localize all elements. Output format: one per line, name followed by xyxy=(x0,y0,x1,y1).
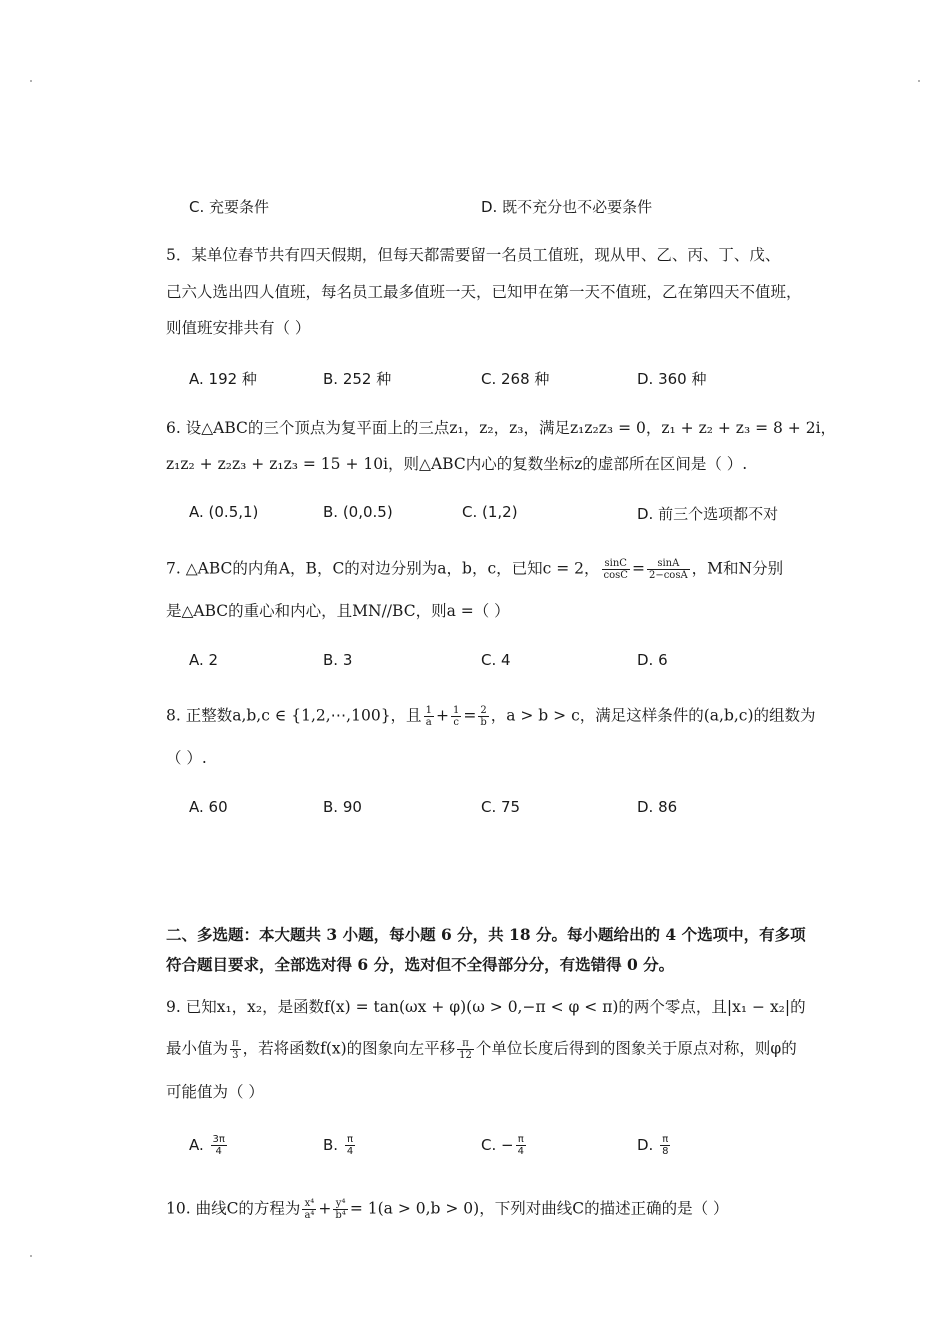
q9-fraction-pi-over-12 xyxy=(457,1038,474,1061)
scan-speck xyxy=(918,80,920,82)
q8-fraction-1-over-c xyxy=(451,705,461,728)
q9-stem-line2 xyxy=(166,1038,797,1061)
q10-text-a: 10. 曲线C的方程为 xyxy=(166,1199,301,1218)
q10-stem-line1 xyxy=(166,1198,729,1221)
q9-f1-num: π xyxy=(232,1038,239,1049)
q7-option-a: A. 2 xyxy=(189,651,219,669)
q9-option-d-den: 8 xyxy=(662,1146,669,1157)
q8-f2-num: 1 xyxy=(452,705,460,716)
q9-option-a-fraction xyxy=(211,1134,227,1157)
q9-option-c-label: C. xyxy=(481,1136,497,1154)
q7-equals: = xyxy=(631,559,645,578)
section-heading-line2: 符合题目要求，全部选对得 6 分，选对但不全得部分分，有选错得 0 分。 xyxy=(166,955,675,974)
q5-stem-line1: 5．某单位春节共有四天假期，但每天都需要留一名员工值班，现从甲、乙、丙、丁、戊、 xyxy=(166,246,781,264)
q8-option-b: B. 90 xyxy=(323,798,362,816)
q7-fraction-sina xyxy=(647,558,690,581)
q5-option-c: C. 268 种 xyxy=(481,370,550,388)
scan-speck xyxy=(30,1255,32,1257)
q10-text-b: = 1(a > 0,b > 0)，下列对曲线C的描述正确的是（ ） xyxy=(349,1199,729,1218)
q7-frac1-num: sinC xyxy=(602,558,630,570)
q9-option-b-fraction xyxy=(345,1134,355,1157)
q7-frac1-den: cosC xyxy=(603,570,628,581)
q7-fraction-sinc-cosc xyxy=(602,558,630,581)
q9-option-d-fraction xyxy=(660,1134,670,1157)
q9-text-a: 最小值为 xyxy=(166,1039,229,1058)
q6-stem-line2: z₁z₂ + z₂z₃ + z₁z₃ = 15 + 10i，则△ABC内心的复数坐标z的虚部所在区间是（ ）. xyxy=(166,455,748,473)
q9-option-d xyxy=(637,1134,672,1157)
q5-stem-line2: 己六人选出四人值班，每名员工最多值班一天，已知甲在第一天不值班，乙在第四天不值班， xyxy=(166,283,802,301)
q4-option-d: D. 既不充分也不必要条件 xyxy=(481,198,653,216)
q9-option-d-label: D. xyxy=(637,1136,654,1154)
q9-option-b xyxy=(323,1134,357,1157)
q8-f1-num: 1 xyxy=(425,705,432,716)
q9-option-a xyxy=(189,1134,229,1157)
q9-option-b-label: B. xyxy=(323,1136,339,1154)
q9-option-a-den: 4 xyxy=(215,1146,222,1157)
q8-option-d: D. 86 xyxy=(637,798,678,816)
q9-stem-line1: 9. 已知x₁，x₂，是函数f(x) = tan(ωx + φ)(ω > 0,−π < φ < π)的两个零点，且|x₁ − x₂|的 xyxy=(166,998,806,1016)
q10-f2-num: y⁴ xyxy=(333,1198,347,1210)
q5-option-a: A. 192 种 xyxy=(189,370,257,388)
q9-f2-den: 12 xyxy=(459,1050,472,1061)
q10-fraction-x4-over-a4 xyxy=(302,1198,316,1221)
q7-text-a: 7. △ABC的内角A，B，C的对边分别为a，b，c，已知c = 2， xyxy=(166,559,600,578)
q9-option-c-num: π xyxy=(516,1134,526,1146)
q5-option-d: D. 360 种 xyxy=(637,370,707,388)
q9-stem-line3: 可能值为（ ） xyxy=(166,1083,264,1101)
q9-option-b-num: π xyxy=(345,1134,355,1146)
q7-option-c: C. 4 xyxy=(481,651,511,669)
q8-f3-den: b xyxy=(480,717,487,728)
q5-stem-line3: 则值班安排共有（ ） xyxy=(166,319,311,337)
q10-f1-num: x⁴ xyxy=(302,1198,316,1210)
scan-speck xyxy=(30,80,32,82)
q8-stem-line1 xyxy=(166,705,816,728)
q8-plus: + xyxy=(435,706,449,725)
q6-option-a: A. (0.5,1) xyxy=(189,503,259,521)
q9-option-c-den: 4 xyxy=(517,1146,524,1157)
q8-option-c: C. 75 xyxy=(481,798,521,816)
q6-option-b: B. (0,0.5) xyxy=(323,503,393,521)
q8-option-a: A. 60 xyxy=(189,798,228,816)
q10-plus: + xyxy=(318,1199,332,1218)
q9-f2-num: π xyxy=(457,1038,474,1050)
q9-option-d-num: π xyxy=(660,1134,670,1146)
q10-f1-den: a⁴ xyxy=(304,1210,315,1221)
q7-frac2-den: 2−cosA xyxy=(648,570,688,581)
q9-option-a-num: 3π xyxy=(212,1134,225,1145)
q6-option-d: D. 前三个选项都不对 xyxy=(637,505,779,523)
q6-option-c: C. (1,2) xyxy=(462,503,518,521)
q8-fraction-2-over-b xyxy=(478,705,488,728)
q9-option-b-den: 4 xyxy=(346,1146,354,1157)
q8-text-b: ，a > b > c，满足这样条件的(a,b,c)的组数为 xyxy=(490,706,816,725)
section-heading-line1: 二、多选题：本大题共 3 小题，每小题 6 分，共 18 分。每小题给出的 4 个选项中，有多项 xyxy=(166,925,806,944)
q9-text-c: 个单位长度后得到的图象关于原点对称，则φ的 xyxy=(475,1039,797,1058)
q7-stem-line1 xyxy=(166,558,783,581)
q8-f1-den: a xyxy=(425,717,432,728)
q9-text-b: ，若将函数f(x)的图象向左平移 xyxy=(242,1039,456,1058)
q5-option-b: B. 252 种 xyxy=(323,370,392,388)
q10-fraction-y4-over-b4 xyxy=(333,1198,347,1221)
q7-stem-line2: 是△ABC的重心和内心，且MN//BC，则a =（ ） xyxy=(166,602,510,620)
q8-stem-line2: （ ）. xyxy=(166,749,207,767)
q8-f2-den: c xyxy=(453,717,459,728)
q8-text-a: 8. 正整数a,b,c ∈ {1,2,⋯,100}，且 xyxy=(166,706,422,725)
q8-fraction-1-over-a xyxy=(424,705,434,728)
q9-fraction-pi-over-3 xyxy=(230,1038,241,1061)
q7-text-b: ，M和N分别 xyxy=(691,559,784,578)
q8-equals: = xyxy=(463,706,477,725)
q7-option-d: D. 6 xyxy=(637,651,668,669)
q9-option-c xyxy=(481,1134,528,1157)
q9-option-a-label: A. xyxy=(189,1136,204,1154)
q6-stem-line1: 6. 设△ABC的三个顶点为复平面上的三点z₁，z₂，z₃，满足z₁z₂z₃ = 0，z₁ + z₂ + z₃ = 8 + 2i， xyxy=(166,419,837,437)
q9-f1-den: 3 xyxy=(232,1050,239,1061)
q10-f2-den: b⁴ xyxy=(335,1210,346,1221)
q7-option-b: B. 3 xyxy=(323,651,353,669)
q9-option-c-sign: − xyxy=(501,1136,514,1154)
q9-option-c-fraction xyxy=(516,1134,526,1157)
q8-f3-num: 2 xyxy=(478,705,488,717)
q7-frac2-num: sinA xyxy=(647,558,690,570)
q4-option-c: C. 充要条件 xyxy=(189,198,270,216)
